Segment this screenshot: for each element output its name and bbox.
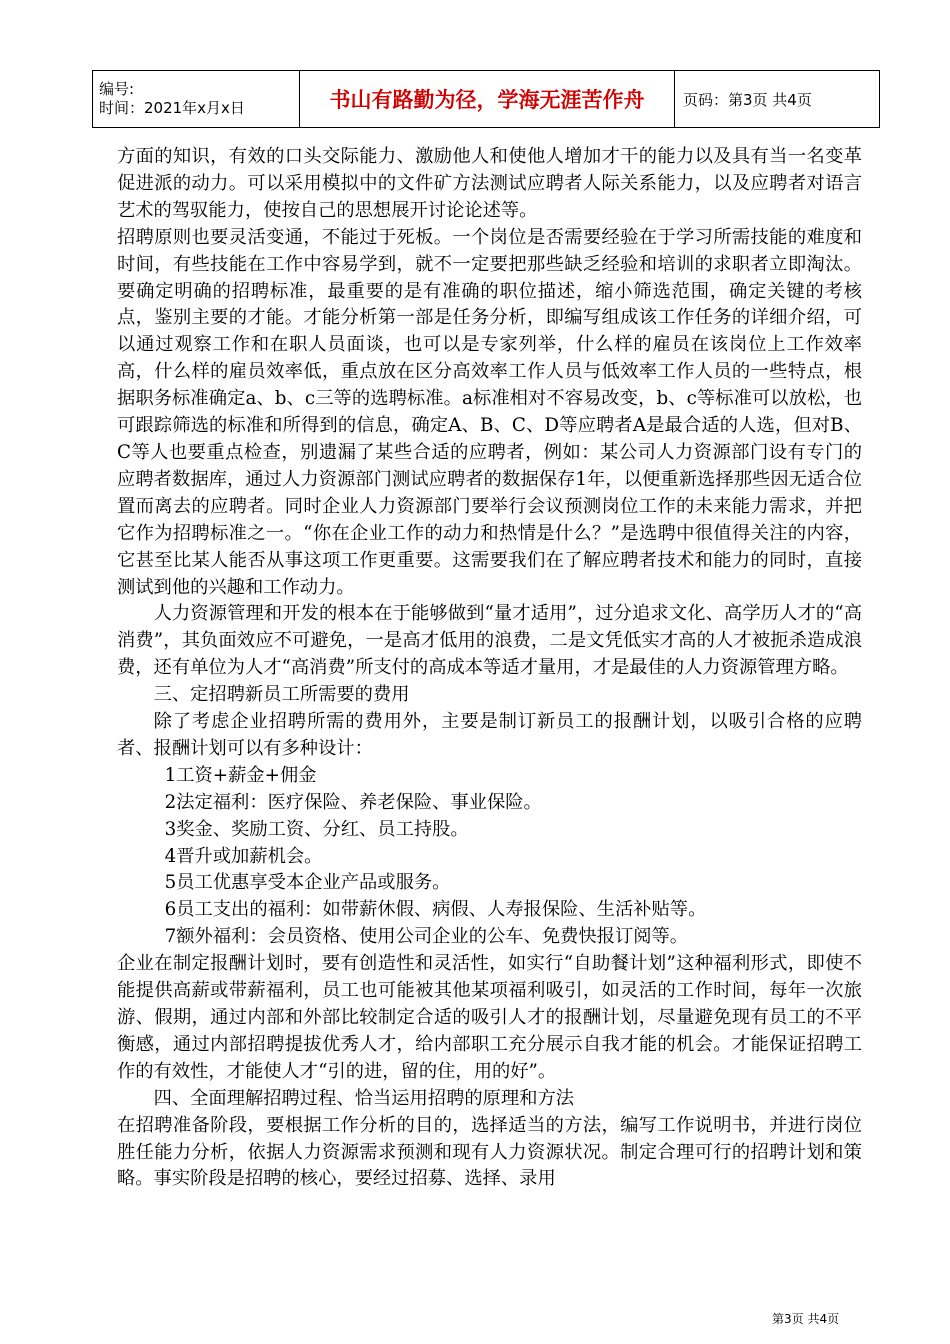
date-label: 时间：2021年x月x日 — [99, 99, 245, 117]
page-footer: 第3页 共4页 — [772, 1312, 840, 1326]
list-item: 3奖金、奖励工资、分红、员工持股。 — [164, 818, 469, 840]
serial-number-label: 编号: — [99, 80, 135, 98]
paragraph: 在招聘准备阶段，要根据工作分析的目的，选择适当的方法，编写工作说明书，并进行岗位胜任能力分析，依据人力资源需求预测和现有人力资源状况。制定合理可行的招聘计划和策略。事实阶段是招聘的核心，要经过招募、选择、录用 — [117, 1114, 862, 1190]
header-motto: 书山有路勤为径，学海无涯苦作舟 — [300, 71, 675, 128]
document-header — [92, 70, 880, 128]
section-heading: 四、全面理解招聘过程、恰当运用招聘的原理和方法 — [153, 1087, 575, 1109]
list-item: 6员工支出的福利：如带薪休假、病假、人寿报保险、生活补贴等。 — [164, 899, 707, 921]
paragraph: 企业在制定报酬计划时，要有创造性和灵活性，如实行“自助餐计划”这种福利形式，即使不能提供高薪或带薪福利，员工也可能被其他某项福利吸引，如灵活的工作时间，每年一次旅游、假期，通过内部和外部比较制定合适的吸引人才的报酬计划，尽量避免现有员工的不平衡感，通过内部招聘提拔优秀人才，给内部职工充分展示自我才能的机会。才能保证招聘工作的有效性，才能使人才“引的进，留的住，用的好”。 — [117, 953, 862, 1082]
list-item: 2法定福利：医疗保险、养老保险、事业保险。 — [164, 791, 542, 813]
list-item: 7额外福利：会员资格、使用公司企业的公车、免费快报订阅等。 — [164, 926, 689, 948]
paragraph: 人力资源管理和开发的根本在于能够做到“量才适用”，过分追求文化、高学历人才的“高消费”，其负面效应不可避免，一是高才低用的浪费，二是文凭低实才高的人才被扼杀造成浪费，还有单位为人才“高消费”所支付的高成本等适才量用，才是最佳的人力资源管理方略。 — [117, 603, 862, 679]
list-item: 4晋升或加薪机会。 — [164, 845, 323, 867]
document-body — [117, 144, 862, 1193]
list-item: 5员工优惠享受本企业产品或服务。 — [164, 872, 451, 894]
header-page-number: 页码：第3页 共4页 — [675, 71, 880, 128]
paragraph: 方面的知识，有效的口头交际能力、激励他人和使他人增加才干的能力以及具有当一名变革促进派的动力。可以采用模拟中的文件矿方法测试应聘者人际关系能力，以及应聘者对语言艺术的驾驭能力，使按自己的思想展开讨论论述等。 — [117, 146, 862, 221]
header-meta — [93, 71, 300, 128]
section-heading: 三、定招聘新员工所需要的费用 — [153, 684, 410, 706]
paragraph: 除了考虑企业招聘所需的费用外，主要是制订新员工的报酬计划，以吸引合格的应聘者、报酬计划可以有多种设计： — [117, 711, 862, 759]
paragraph: 招聘原则也要灵活变通，不能过于死板。一个岗位是否需要经验在于学习所需技能的难度和时间，有些技能在工作中容易学到，就不一定要把那些缺乏经验和培训的求职者立即淘汰。要确定明确的招聘标准，最重要的是有准确的职位描述，缩小筛选范围，确定关键的考核点，鉴别主要的才能。才能分析第一部是任务分析，即编写组成该工作任务的详细介绍，可以通过观察工作和在职人员面谈，也可以是专家列举，什么样的雇员在该岗位上工作效率高，什么样的雇员效率低，重点放在区分高效率工作人员与低效率工作人员的一些特点，根据职务标准确定a、b、c三等的选聘标准。a标准相对不容易改变，b、c等标准可以放松，也可跟踪筛选的标准和所得到的信息，确定A、B、C、D等应聘者A是最合适的人选，但对B、C等人也要重点检查，别遗漏了某些合适的应聘者，例如：某公司人力资源部门设有专门的应聘者数据库，通过人力资源部门测试应聘者的数据保存1年，以便重新选择那些因无适合位置而离去的应聘者。同时企业人力资源部门要举行会议预测岗位工作的未来能力需求，并把它作为招聘标准之一。“你在企业工作的动力和热情是什么？”是选聘中很值得关注的内容，它甚至比某人能否从事这项工作更重要。这需要我们在了解应聘者技术和能力的同时，直接测试到他的兴趣和工作动力。 — [117, 226, 862, 598]
list-item: 1工资+薪金+佣金 — [164, 764, 317, 786]
